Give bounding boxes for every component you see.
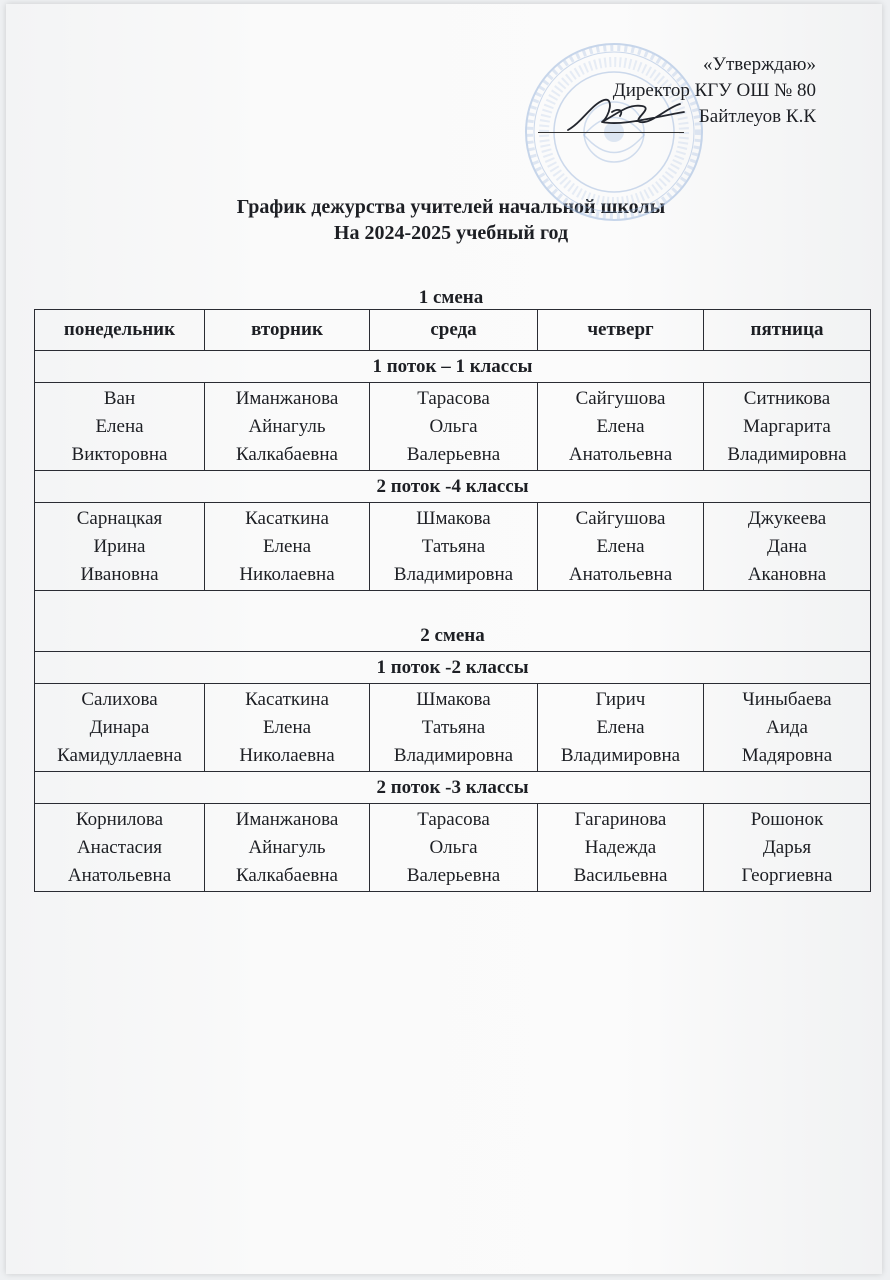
teacher-first-name: Ольга xyxy=(429,415,478,437)
teacher-patronymic: Анатольевна xyxy=(568,563,673,585)
column-header-monday: понедельник xyxy=(35,310,205,351)
teacher-row xyxy=(35,503,871,591)
teacher-patronymic: Владимировна xyxy=(727,443,847,465)
teacher-cell xyxy=(205,503,370,591)
teacher-first-name: Елена xyxy=(95,415,144,437)
section-row xyxy=(35,772,871,804)
shift-2-label: 2 смена xyxy=(35,591,871,652)
teacher-row xyxy=(35,383,871,471)
teacher-row xyxy=(35,684,871,772)
teacher-first-name: Ольга xyxy=(429,836,478,858)
column-header-friday: пятница xyxy=(704,310,871,351)
column-header-wednesday: среда xyxy=(370,310,538,351)
teacher-surname: Сайгушова xyxy=(575,507,666,529)
teacher-first-name: Елена xyxy=(596,716,645,738)
teacher-cell xyxy=(205,684,370,772)
teacher-patronymic: Васильевна xyxy=(573,864,668,886)
section-row xyxy=(35,471,871,503)
teacher-first-name: Ирина xyxy=(93,535,146,557)
teacher-surname: Салихова xyxy=(81,688,158,710)
section-label: 2 поток -4 классы xyxy=(35,471,871,503)
teacher-surname: Иманжанова xyxy=(235,808,339,830)
teacher-surname: Ситникова xyxy=(743,387,831,409)
teacher-patronymic: Анатольевна xyxy=(67,864,172,886)
teacher-patronymic: Валерьевна xyxy=(406,443,501,465)
approval-director-name: Байтлеуов К.К xyxy=(698,106,816,127)
teacher-cell xyxy=(370,383,538,471)
teacher-patronymic: Викторовна xyxy=(71,443,168,465)
teacher-first-name: Аида xyxy=(766,716,808,738)
teacher-cell xyxy=(205,383,370,471)
teacher-patronymic: Акановна xyxy=(747,563,827,585)
table-header-row xyxy=(35,310,871,351)
teacher-cell xyxy=(538,684,704,772)
teacher-surname: Тарасова xyxy=(417,387,490,409)
teacher-cell xyxy=(538,804,704,892)
teacher-surname: Касаткина xyxy=(245,507,329,529)
document-subtitle: На 2024-2025 учебный год xyxy=(333,222,569,244)
teacher-patronymic: Камидуллаевна xyxy=(57,744,182,766)
teacher-first-name: Анастасия xyxy=(76,836,163,858)
section-label: 1 поток -2 классы xyxy=(35,652,871,684)
teacher-first-name: Татьяна xyxy=(421,535,486,557)
teacher-cell xyxy=(35,503,205,591)
teacher-patronymic: Калкабаевна xyxy=(236,864,338,886)
section-label: 2 поток -3 классы xyxy=(35,772,871,804)
teacher-first-name: Дана xyxy=(767,535,807,557)
teacher-patronymic: Владимировна xyxy=(560,744,681,766)
teacher-cell xyxy=(538,503,704,591)
teacher-patronymic: Владимировна xyxy=(393,563,514,585)
teacher-cell xyxy=(205,804,370,892)
teacher-first-name: Татьяна xyxy=(421,716,486,738)
column-header-thursday: четверг xyxy=(538,310,704,351)
teacher-patronymic: Ивановна xyxy=(80,563,159,585)
teacher-patronymic: Николаевна xyxy=(239,744,335,766)
teacher-cell xyxy=(538,383,704,471)
teacher-first-name: Динара xyxy=(89,716,150,738)
teacher-patronymic: Владимировна xyxy=(393,744,514,766)
section-row xyxy=(35,351,871,383)
column-header-tuesday: вторник xyxy=(205,310,370,351)
document-page xyxy=(6,4,882,1274)
teacher-row xyxy=(35,804,871,892)
teacher-cell xyxy=(704,804,871,892)
teacher-surname: Касаткина xyxy=(245,688,329,710)
director-signature xyxy=(562,82,692,142)
teacher-first-name: Елена xyxy=(262,535,312,557)
teacher-first-name: Айнагуль xyxy=(248,415,326,437)
teacher-surname: Корнилова xyxy=(75,808,164,830)
teacher-cell xyxy=(704,503,871,591)
teacher-cell xyxy=(704,684,871,772)
section-row xyxy=(35,652,871,684)
shift-1-label: 1 смена xyxy=(418,287,484,308)
section-label: 1 поток – 1 классы xyxy=(35,351,871,383)
teacher-cell xyxy=(370,503,538,591)
teacher-surname: Шмакова xyxy=(416,507,491,529)
teacher-patronymic: Мадяровна xyxy=(741,744,833,766)
teacher-first-name: Айнагуль xyxy=(248,836,326,858)
teacher-first-name: Елена xyxy=(596,535,645,557)
teacher-first-name: Елена xyxy=(262,716,312,738)
duty-schedule-table xyxy=(34,309,871,892)
teacher-cell xyxy=(35,383,205,471)
teacher-cell xyxy=(35,684,205,772)
teacher-surname: Сайгушова xyxy=(575,387,666,409)
teacher-surname: Сарнацкая xyxy=(76,507,163,529)
teacher-patronymic: Анатольевна xyxy=(568,443,673,465)
teacher-surname: Ван xyxy=(103,387,136,409)
teacher-cell xyxy=(370,804,538,892)
teacher-surname: Шмакова xyxy=(416,688,491,710)
teacher-surname: Гагаринова xyxy=(574,808,667,830)
teacher-cell xyxy=(704,383,871,471)
teacher-surname: Иманжанова xyxy=(235,387,339,409)
teacher-patronymic: Валерьевна xyxy=(406,864,501,886)
teacher-first-name: Маргарита xyxy=(743,415,831,437)
teacher-first-name: Надежда xyxy=(584,836,657,858)
shift-2-row xyxy=(35,591,871,652)
teacher-surname: Рошонок xyxy=(750,808,824,830)
teacher-cell xyxy=(35,804,205,892)
teacher-first-name: Елена xyxy=(596,415,645,437)
teacher-surname: Тарасова xyxy=(417,808,490,830)
approval-position: Директор КГУ ОШ № 80 xyxy=(612,80,816,101)
teacher-patronymic: Калкабаевна xyxy=(236,443,338,465)
teacher-patronymic: Георгиевна xyxy=(741,864,833,886)
teacher-surname: Чиныбаева xyxy=(742,688,832,710)
teacher-first-name: Дарья xyxy=(762,836,812,858)
teacher-cell xyxy=(370,684,538,772)
document-title: График дежурства учителей начальной школы xyxy=(236,196,666,218)
teacher-patronymic: Николаевна xyxy=(239,563,335,585)
approval-heading: «Утверждаю» xyxy=(703,54,816,75)
teacher-surname: Джукеева xyxy=(747,507,827,529)
teacher-surname: Гирич xyxy=(595,688,646,710)
